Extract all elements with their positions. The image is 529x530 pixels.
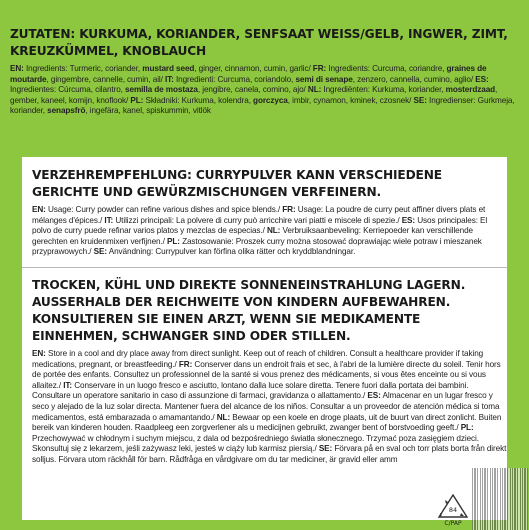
emphasis-text: FR: <box>312 64 327 73</box>
text-segment: Usage: Curry powder can refine various dishes and spice blends./ <box>45 205 283 214</box>
text-segment: Usos principales: El polvo de curry puede refinar varios platos y mezclas de especias./ <box>32 215 488 236</box>
text-segment: Ingrediënten: Kurkuma, koriander, <box>321 85 446 95</box>
barcode <box>472 468 528 530</box>
emphasis-text: semilla de mostaza <box>125 85 198 95</box>
text-segment: Conserver dans un endroit frais et sec, à l'abri de la lumière directe du soleil. Tenir hors de portée des enfants. Consultez un professionnel de la santé si vous prenez des médicaments, si vous êtes enceinte ou si vous allaitez./ <box>32 359 501 390</box>
emphasis-text: mosterdzaad <box>445 85 496 95</box>
text-segment: Ingredienser: Gurkmeja, koriander, <box>10 95 515 116</box>
emphasis-text: IT: <box>104 215 114 225</box>
storage-heading: TROCKEN, KÜHL UND DIREKTE SONNENEINSTRAHLUNG LAGERN. AUSSERHALB DER REICHWEITE VON KINDERN AUFBEWAHREN. KONSULTIEREN SIE EINEN ARZT, WENN SIE MEDIKAMENTE EINNEHMEN, SCHWANGER SIND ODER STILLEN. <box>32 277 466 343</box>
emphasis-text: senapsfrö <box>47 106 86 116</box>
usage-section <box>32 167 497 258</box>
usage-heading: VERZEHREMPFEHLUNG: CURRYPULVER KANN VERSCHIEDENE GERICHTE UND GEWÜRZMISCHUNGEN VERFEINERN. <box>32 168 442 199</box>
text-segment: , ginger, cinnamon, cumin, garlic/ <box>194 64 313 73</box>
emphasis-text: SE: <box>93 247 108 257</box>
text-segment: Bewaar op een koele en droge plaats, uit de buurt van direct zonlicht. Buiten bereik van kinderen houden. Raadpleeg een zorgverlener als u medicijnen gebruikt, zwanger bent of borstvoeding geeft./ <box>32 412 502 433</box>
emphasis-text: semi di senape <box>295 74 353 84</box>
text-segment: Utilizzi principali: La polvere di curry può arricchire vari piatti e miscele di spezie./ <box>113 215 402 225</box>
emphasis-text: SE: <box>318 444 333 454</box>
left-border <box>0 157 22 530</box>
text-segment: , ingefära, kanel, spiskummin, vitlök <box>85 106 211 116</box>
emphasis-text: SE: <box>413 95 427 105</box>
emphasis-text: gorczyca <box>253 95 288 105</box>
emphasis-text: PL: <box>130 95 144 105</box>
text-segment: Przechowywać w chłodnym i suchym miejscu, z dala od bezpośredniego światła słonecznego. Trzymać poza zasięgiem dzieci. Skonsultuj się z lekarzem, jeśli zażywasz leki, jesteś w ciąży lub karmisz piersią./ <box>32 433 479 454</box>
emphasis-text: EN: <box>10 64 24 73</box>
emphasis-text: FR: <box>178 359 193 369</box>
text-segment: Ingredients: Curcuma, coriandre, <box>326 64 447 73</box>
emphasis-text: graines de moutarde <box>10 64 487 84</box>
text-segment: , zenzero, cannella, cumino, aglio/ <box>352 74 476 84</box>
text-segment: Ingredientes: Cúrcuma, cilantro, <box>10 85 126 95</box>
emphasis-text: IT: <box>164 74 174 84</box>
section-divider <box>22 267 507 268</box>
text-segment: , imbir, cynamon, kminek, czosnek/ <box>287 95 414 105</box>
storage-text <box>32 349 507 466</box>
emphasis-text: ES: <box>475 74 489 84</box>
recycle-code: 84 <box>448 506 458 514</box>
emphasis-text: EN: <box>32 348 46 358</box>
text-segment: Conservare in un luogo fresco e asciutto, lontano dalla luce solare diretta. Tenere fuori dalla portata dei bambini. Consultare un operatore sanitario in caso di assunzione di farmaci, gravidanza o allattamento./ <box>32 380 469 401</box>
emphasis-text: FR: <box>282 205 296 214</box>
recycle-icon <box>436 493 470 527</box>
ingredients-text <box>10 64 519 117</box>
text-segment: Ingredienti: Curcuma, coriandolo, <box>173 74 296 84</box>
text-segment: Usage: La poudre de curry peut affiner divers plats et mélanges d'épices./ <box>32 205 486 225</box>
emphasis-text: EN: <box>32 205 46 214</box>
emphasis-text: NL: <box>216 412 231 422</box>
info-panel <box>22 157 507 520</box>
text-segment: Zastosowanie: Proszek curry można stosować doprawiając wiele potraw i mieszanek przyprawowych./ <box>32 236 482 257</box>
text-segment: Förvara på en sval och torr plats borta från direkt solljus. Förvara utom räckhåll för barn. Rådfråga en vårdgivare om du tar mediciner, är gravid eller amm <box>32 444 507 464</box>
emphasis-text: PL: <box>167 236 180 246</box>
emphasis-text: NL: <box>307 85 322 95</box>
emphasis-text: mustard seed <box>142 64 195 73</box>
recycle-label: C/PAP <box>444 520 462 527</box>
text-segment: Ingredients: Turmeric, coriander, <box>23 64 143 73</box>
storage-section <box>32 277 507 466</box>
emphasis-text: ES: <box>401 215 416 225</box>
ingredients-band <box>0 0 529 157</box>
usage-text <box>32 205 497 258</box>
emphasis-text: IT: <box>63 380 73 390</box>
emphasis-text: NL: <box>266 226 281 236</box>
emphasis-text: ES: <box>367 391 381 401</box>
text-segment: , gingembre, cannelle, cumin, ail/ <box>46 74 165 84</box>
text-segment: Verbruiksaanbeveling: Kerriepoeder kan verschillende gerechten en kruidenmixen verfijnen./ <box>32 226 473 246</box>
text-segment: Store in a cool and dry place away from direct sunlight. Keep out of reach of children. Consult a healthcare provider if taking medications, pregnant, or breastfeeding./ <box>32 348 484 369</box>
text-segment: Användning: Currypulver kan förfina olika rätter och kryddblandningar. <box>107 247 356 257</box>
text-segment: Almacenar en un lugar fresco y seco y alejado de la luz solar directa. Mantener fuera del alcance de los niños. Consultar a un proveedor de atención médica si toma medicamentos, está embarazada o amamantando./ <box>32 391 500 422</box>
text-segment: Składniki: Kurkuma, kolendra, <box>143 95 254 105</box>
text-segment: , jengibre, canela, comino, ajo/ <box>197 85 308 95</box>
text-segment: , gember, kaneel, komijn, knoflook/ <box>10 85 498 105</box>
emphasis-text: PL: <box>460 423 474 433</box>
ingredients-heading: ZUTATEN: KURKUMA, KORIANDER, SENFSAAT WEISS/GELB, INGWER, ZIMT, KREUZKÜMMEL, KNOBLAUCH <box>10 27 508 58</box>
